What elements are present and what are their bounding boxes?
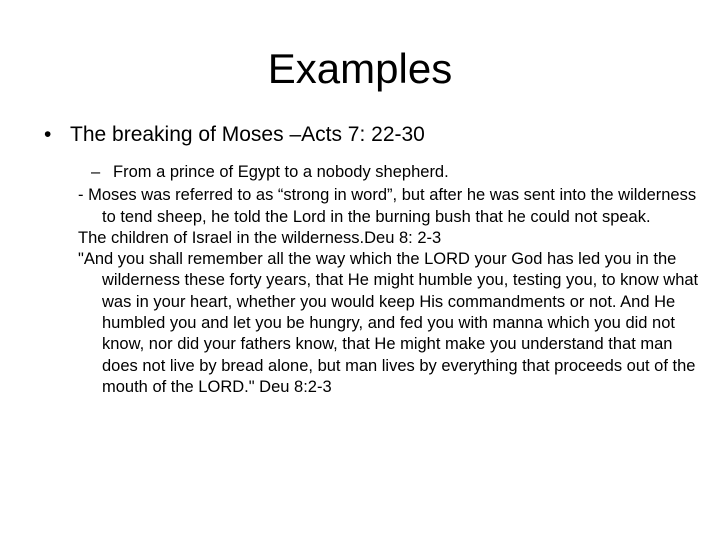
sub-bullet-text: From a prince of Egypt to a nobody shepherd. <box>113 163 449 181</box>
paragraph-moses: - Moses was referred to as “strong in word”, but after he was sent into the wilderness to tend sheep, he told the Lord in the burning bush that he could not speak. <box>78 186 697 226</box>
bullet-item <box>44 121 425 149</box>
sub-bullet-item <box>78 162 708 183</box>
bullet-text: The breaking of Moses –Acts 7: 22-30 <box>70 123 425 146</box>
paragraph-israel-heading: The children of Israel in the wilderness.Deu 8: 2-3 <box>78 228 442 247</box>
sub-bullet-marker: – <box>91 163 101 181</box>
paragraph-scripture-quote: "And you shall remember all the way which the LORD your God has led you in the wilderness these forty years, that He might humble you, testing you, to know what was in your heart, whether you would keep His commandments or not. And He humbled you and let you be hungry, and fed you with manna which you did not know, nor did your fathers know, that He might make you understand that man does not live by bread alone, but man lives by everything that proceeds out of the mouth of the LORD." Deu 8:2-3 <box>78 250 699 396</box>
bullet-marker: • <box>44 123 52 146</box>
slide-title: Examples <box>267 45 453 92</box>
slide-body <box>78 162 708 398</box>
